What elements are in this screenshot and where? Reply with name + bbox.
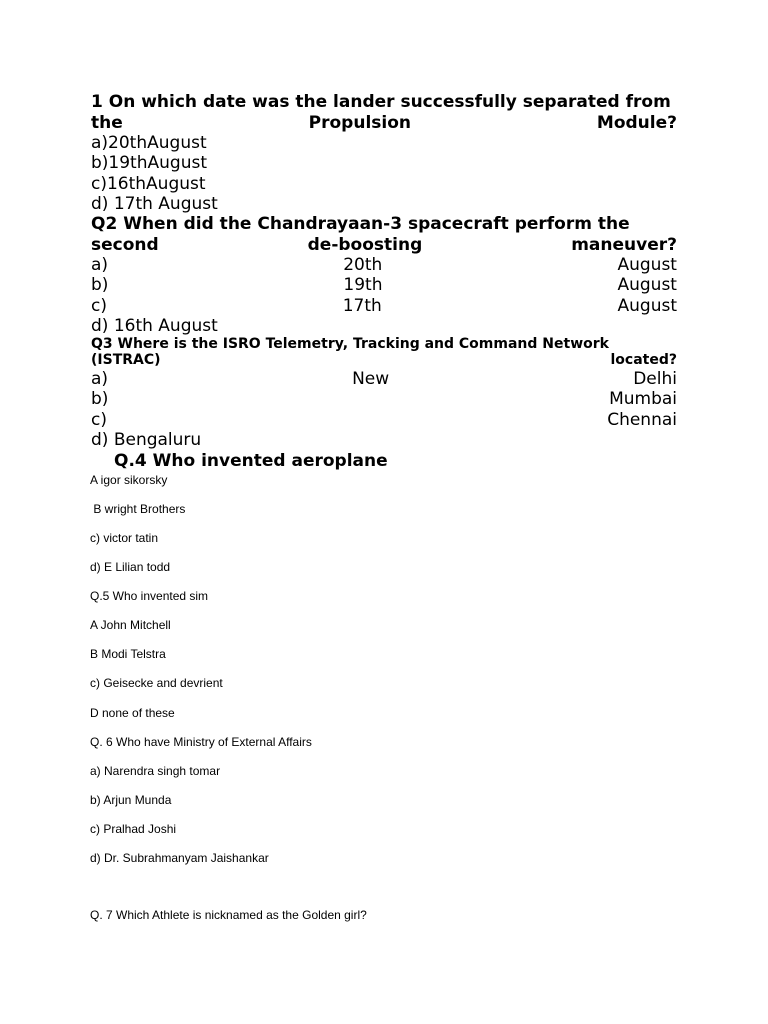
q2-word: de-boosting	[307, 234, 423, 255]
q1-option-d: d) 17th August	[91, 193, 218, 214]
q6-option-d: d) Dr. Subrahmanyam Jaishankar	[90, 851, 269, 865]
q2-line1	[91, 214, 677, 235]
q5-option-a: A John Mitchell	[90, 618, 171, 632]
q4-option-c: c) victor tatin	[90, 531, 159, 545]
q5-option-d: D none of these	[90, 706, 175, 720]
q2-line2	[91, 235, 677, 256]
q1-option-c: c)16thAugust	[91, 173, 206, 194]
q3-text	[91, 336, 677, 368]
q3-options	[91, 369, 677, 450]
q1-text	[91, 92, 677, 133]
option-word: August	[617, 295, 677, 316]
option-word: August	[617, 275, 677, 296]
q3-line1-text: Q3 Where is the ISRO Telemetry, Tracking and Command Network	[91, 336, 609, 352]
q1-line1	[91, 92, 677, 113]
option-label: c)	[91, 295, 107, 316]
q3-line2	[91, 352, 677, 368]
q3-option-b	[91, 389, 677, 409]
q3-option-c	[91, 410, 677, 430]
q5-option-c: c) Geisecke and devrient	[90, 676, 223, 690]
option-label: b)	[91, 275, 109, 296]
option-word: Delhi	[633, 369, 677, 389]
q1-word: the	[91, 112, 123, 133]
q1-line2	[91, 113, 677, 134]
q3-option-d: d) Bengaluru	[91, 429, 202, 450]
option-label: b)	[91, 389, 109, 410]
q1-option-a: a)20thAugust	[91, 133, 207, 153]
q2-option-b	[91, 275, 677, 295]
q3-line1	[91, 336, 677, 352]
q2-text	[91, 214, 677, 255]
option-word: 19th	[343, 275, 383, 296]
q2-word: maneuver?	[571, 234, 677, 255]
q4-option-b: B wright Brothers	[90, 502, 186, 516]
q1-option-b: b)19thAugust	[91, 153, 207, 174]
q2-word: second	[91, 234, 159, 255]
q6-option-b: b) Arjun Munda	[90, 793, 172, 807]
option-word: August	[617, 255, 677, 275]
q1-word: Module?	[596, 112, 677, 133]
q3-option-a	[91, 369, 677, 389]
q5-title: Q.5 Who invented sim	[90, 589, 209, 603]
q6-title: Q. 6 Who have Ministry of External Affairs	[90, 735, 312, 749]
q4-title: Q.4 Who invented aeroplane	[114, 451, 388, 471]
q2-line1-text: Q2 When did the Chandrayaan-3 spacecraft perform the	[91, 214, 630, 234]
q2-option-c	[91, 296, 677, 316]
option-word: 20th	[343, 255, 383, 275]
q2-option-a	[91, 255, 677, 275]
q1-options	[91, 133, 677, 214]
q6-option-c: c) Pralhad Joshi	[90, 822, 177, 836]
q2-option-d: d) 16th August	[91, 315, 218, 336]
q4-option-a: A igor sikorsky	[90, 473, 168, 487]
q1-word: Propulsion	[308, 112, 412, 133]
q4-option-d: d) E Lilian todd	[90, 560, 171, 574]
q7-title: Q. 7 Which Athlete is nicknamed as the Golden girl?	[90, 908, 367, 922]
q1-line1-text: 1 On which date was the lander successfully separated from	[91, 92, 671, 112]
option-label: a)	[91, 369, 109, 389]
option-word: Chennai	[607, 409, 677, 430]
option-word: 17th	[342, 295, 382, 316]
q6-option-a: a) Narendra singh tomar	[90, 764, 221, 778]
option-label: a)	[91, 255, 109, 275]
q3-word: located?	[610, 352, 677, 368]
option-label: c)	[91, 409, 107, 430]
q2-options	[91, 255, 677, 336]
q5-option-b: B Modi Telstra	[90, 647, 166, 661]
q3-word: (ISTRAC)	[91, 352, 161, 368]
option-word: Mumbai	[609, 389, 677, 410]
option-word: New	[352, 369, 390, 389]
